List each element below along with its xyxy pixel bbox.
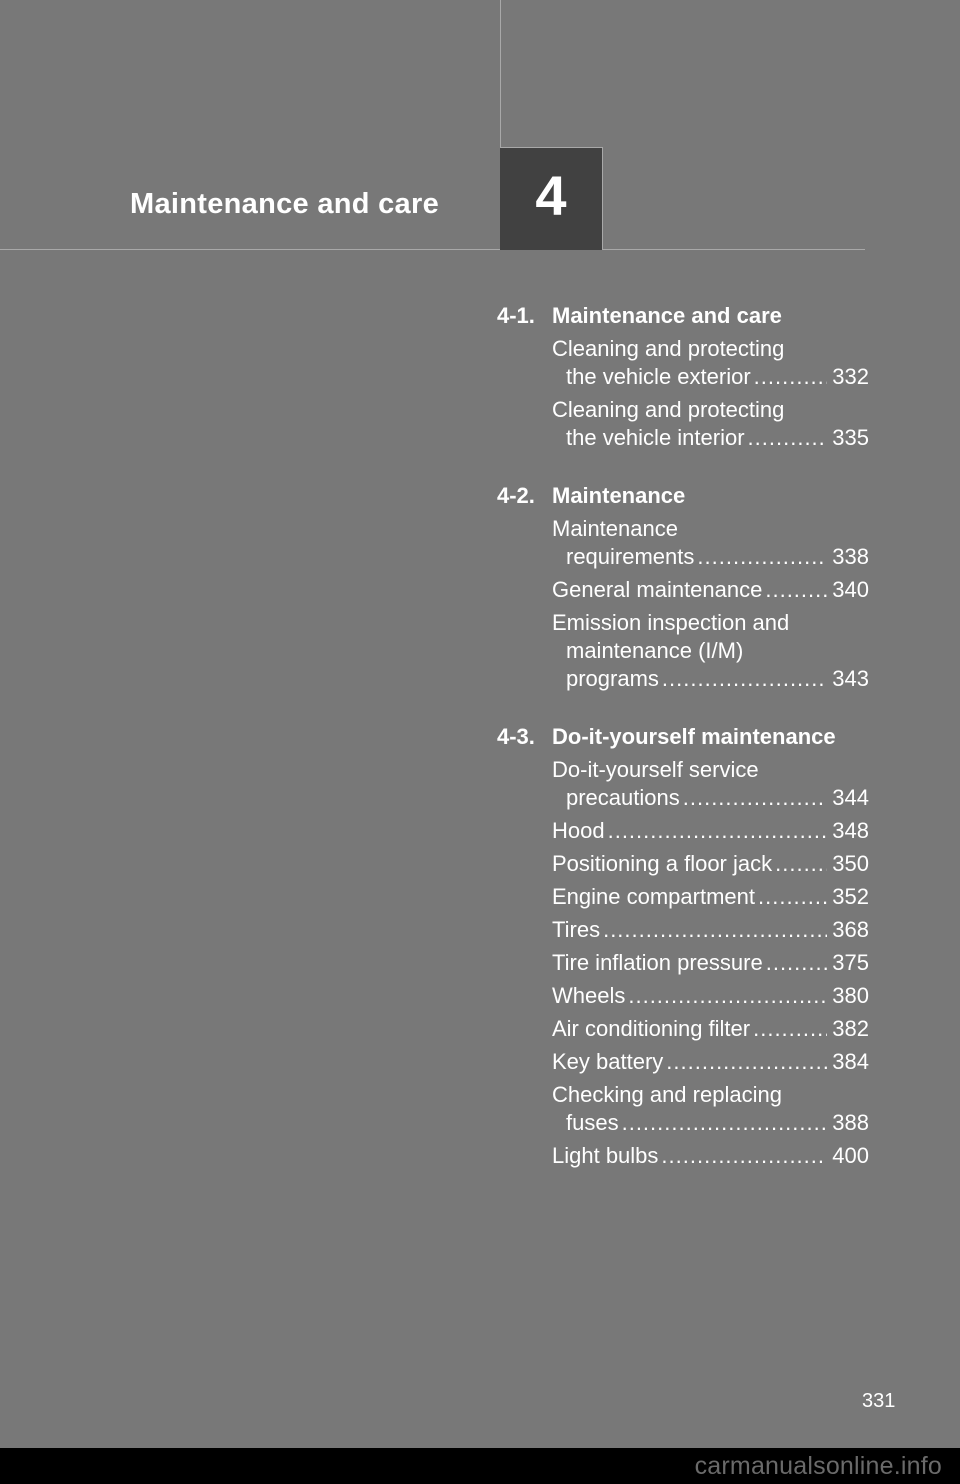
toc-page-number: 400 <box>832 1143 869 1168</box>
toc-page-number: 384 <box>832 1049 869 1074</box>
dot-leader <box>603 916 827 944</box>
dot-leader <box>628 982 827 1010</box>
toc-entry-text: programs <box>566 666 659 691</box>
table-of-contents <box>497 300 869 1198</box>
toc-entry-text: Maintenance <box>552 516 678 541</box>
chapter-title: Maintenance and care <box>130 188 439 220</box>
toc-entry[interactable] <box>552 982 869 1010</box>
toc-section-title: Maintenance and care <box>552 303 782 328</box>
toc-entry-text: Wheels <box>552 983 626 1008</box>
dot-leader <box>766 949 827 977</box>
toc-section <box>497 721 869 1170</box>
toc-entry-text: Emission inspection and <box>552 610 790 635</box>
toc-entry-text: Light bulbs <box>552 1143 659 1168</box>
toc-entry-text: the vehicle exterior <box>566 364 751 389</box>
dot-leader <box>753 1015 827 1043</box>
toc-entry-text: Air conditioning filter <box>552 1016 751 1041</box>
toc-section-number: 4-2. <box>497 483 535 508</box>
toc-section <box>497 480 869 693</box>
toc-entry-text: Cleaning and protecting <box>552 336 785 361</box>
toc-page-number: 332 <box>832 364 869 389</box>
toc-entry[interactable] <box>552 576 869 604</box>
toc-page-number: 344 <box>832 785 869 810</box>
dot-leader <box>661 1142 827 1170</box>
toc-section-title: Maintenance <box>552 483 686 508</box>
dot-leader <box>758 883 827 911</box>
toc-entry-text: Engine compartment <box>552 884 755 909</box>
toc-entry-text: Positioning a floor jack <box>552 851 773 876</box>
toc-page-number: 375 <box>832 950 869 975</box>
toc-page-number: 352 <box>832 884 869 909</box>
toc-entry[interactable] <box>552 396 869 452</box>
dot-leader <box>697 543 827 571</box>
toc-entry[interactable] <box>552 817 869 845</box>
toc-section-heading <box>497 480 869 512</box>
toc-page-number: 382 <box>832 1016 869 1041</box>
toc-entry[interactable] <box>552 335 869 391</box>
toc-entry[interactable] <box>552 609 869 693</box>
toc-page-number: 340 <box>832 577 869 602</box>
toc-section <box>497 300 869 452</box>
toc-entry-text: Tire inflation pressure <box>552 950 763 975</box>
toc-entry[interactable] <box>552 1142 869 1170</box>
toc-section-heading <box>497 300 869 332</box>
toc-entry[interactable] <box>552 1048 869 1076</box>
toc-entry-text: precautions <box>566 785 680 810</box>
toc-entry-text: Checking and replacing <box>552 1082 782 1107</box>
toc-entry-text: the vehicle interior <box>566 425 745 450</box>
toc-entry-text: fuses <box>566 1110 619 1135</box>
dot-leader <box>683 784 827 812</box>
toc-entry-text: Key battery <box>552 1049 664 1074</box>
toc-section-title: Do-it-yourself maintenance <box>552 724 836 749</box>
toc-page-number: 350 <box>832 851 869 876</box>
toc-section-number: 4-1. <box>497 303 535 328</box>
chapter-number: 4 <box>535 164 567 227</box>
toc-entry-text: maintenance (I/M) <box>566 638 744 663</box>
toc-entry[interactable] <box>552 1015 869 1043</box>
watermark-text: carmanualsonline.info <box>694 1452 942 1480</box>
dot-leader <box>754 363 827 391</box>
toc-entry[interactable] <box>552 916 869 944</box>
toc-entry[interactable] <box>552 515 869 571</box>
toc-entry[interactable] <box>552 850 869 878</box>
toc-entry[interactable] <box>552 949 869 977</box>
toc-section-number: 4-3. <box>497 724 535 749</box>
toc-entry[interactable] <box>552 883 869 911</box>
toc-page-number: 335 <box>832 425 869 450</box>
dot-leader <box>622 1109 827 1137</box>
dot-leader <box>608 817 827 845</box>
toc-page-number: 380 <box>832 983 869 1008</box>
toc-entry-text: Tires <box>552 917 601 942</box>
toc-entry-text: General maintenance <box>552 577 763 602</box>
page-number: 331 <box>862 1390 896 1412</box>
dot-leader <box>666 1048 827 1076</box>
toc-entry-text: Cleaning and protecting <box>552 397 785 422</box>
toc-page-number: 388 <box>832 1110 869 1135</box>
toc-entry-text: Hood <box>552 818 605 843</box>
toc-entry[interactable] <box>552 756 869 812</box>
toc-page-number: 343 <box>832 666 869 691</box>
dot-leader <box>765 576 827 604</box>
toc-entry-text: requirements <box>566 544 695 569</box>
chapter-tab <box>500 147 603 250</box>
dot-leader <box>775 850 827 878</box>
toc-page-number: 338 <box>832 544 869 569</box>
toc-page-number: 368 <box>832 917 869 942</box>
toc-entry-text: Do-it-yourself service <box>552 757 759 782</box>
toc-section-heading <box>497 721 869 753</box>
toc-page-number: 348 <box>832 818 869 843</box>
toc-entry[interactable] <box>552 1081 869 1137</box>
dot-leader <box>662 665 827 693</box>
watermark-bar <box>0 1448 960 1484</box>
dot-leader <box>748 424 827 452</box>
header-horizontal-rule <box>0 249 865 250</box>
